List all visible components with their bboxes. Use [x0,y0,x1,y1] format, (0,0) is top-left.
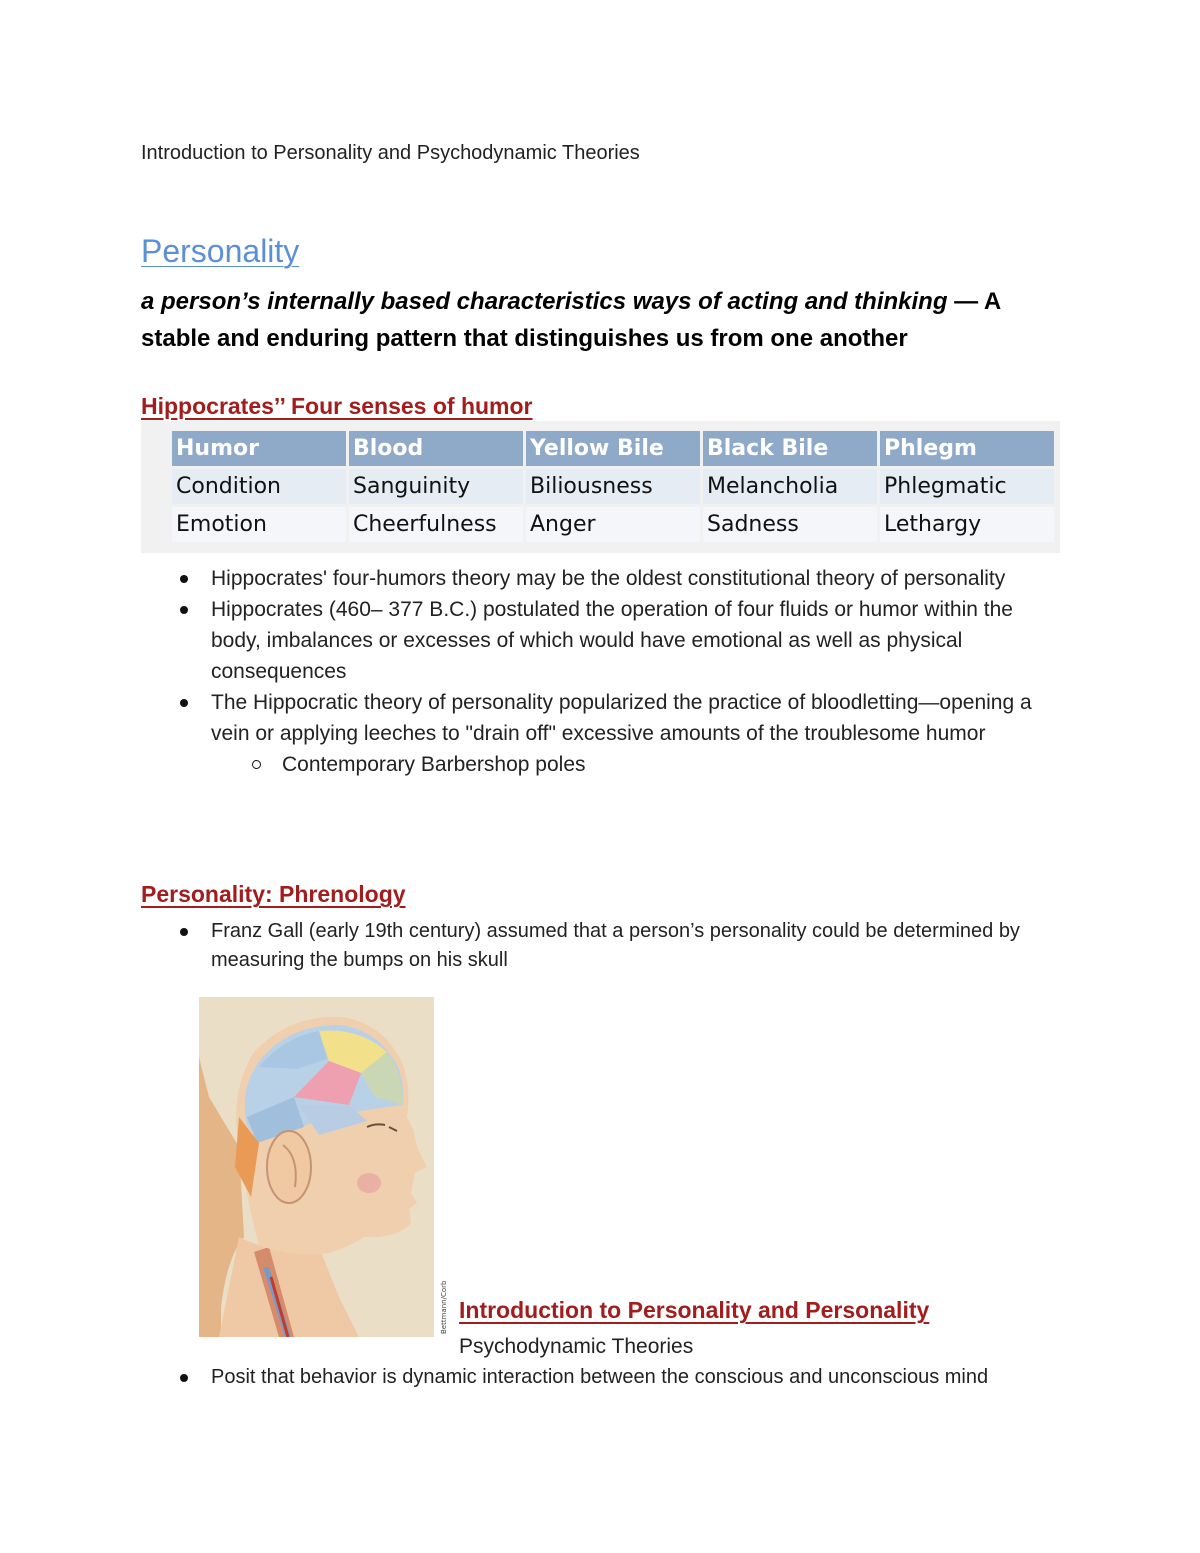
psychodynamic-bullet-list [141,1363,1081,1392]
table-header-cell: Yellow Bile [526,431,700,466]
list-item: Franz Gall (early 19th century) assumed that a person’s personality could be determined by measuring the bumps on his skull [141,917,1071,975]
phrenology-head-image [199,997,434,1337]
personality-definition [141,283,1071,357]
table-cell: Lethargy [880,507,1054,542]
definition-rest: — A stable and enduring pattern that distinguishes us from one another [141,288,1001,352]
bullet-dot-icon [180,928,188,936]
bullet-dot-icon [180,606,188,614]
table-header-cell: Phlegm [880,431,1054,466]
table-cell: Melancholia [703,469,877,504]
heading-psychodynamic: Introduction to Personality and Personality [459,1297,930,1323]
list-item: The Hippocratic theory of personality popularized the practice of bloodletting—opening a vein or applying leeches to "drain off" excessive amounts of the troublesome humor [141,687,1061,749]
humor-table [169,428,1057,545]
list-item: Posit that behavior is dynamic interaction between the conscious and unconscious mind [141,1363,1081,1392]
bullet-dot-icon [180,1374,188,1382]
table-cell: Sanguinity [349,469,523,504]
sub-list-item: Contemporary Barbershop poles [141,749,1061,780]
table-cell: Emotion [172,507,346,542]
bullet-dot-icon [180,699,188,707]
table-cell: Anger [526,507,700,542]
table-cell: Biliousness [526,469,700,504]
table-cell: Sadness [703,507,877,542]
list-item: Hippocrates (460– 377 B.C.) postulated the operation of four fluids or humor within the body, imbalances or excesses of which would have emotional as well as physical consequences [141,594,1061,687]
psychodynamic-label: Psychodynamic Theories [459,1335,694,1358]
table-header-cell: Blood [349,431,523,466]
humor-table-image [141,421,1060,553]
heading-personality: Personality [141,233,300,269]
table-cell: Phlegmatic [880,469,1054,504]
table-header-row [172,431,1054,466]
document-title: Introduction to Personality and Psychodynamic Theories [141,142,640,164]
phrenology-bullet-list [141,917,1071,975]
image-credit-text: Bettmann/Corbis [440,1280,448,1334]
table-row [172,507,1054,542]
table-cell: Cheerfulness [349,507,523,542]
bullet-circle-icon [252,760,261,769]
definition-italic: a person’s internally based characteristics ways of acting and thinking [141,288,948,315]
heading-four-humors: Hippocrates’’ Four senses of humor [141,393,533,419]
humor-bullet-list [141,563,1061,780]
table-row [172,469,1054,504]
table-cell: Condition [172,469,346,504]
table-header-cell: Humor [172,431,346,466]
image-credit [436,1280,450,1336]
heading-phrenology: Personality: Phrenology [141,881,406,907]
phrenology-head-illustration [199,997,434,1337]
table-header-cell: Black Bile [703,431,877,466]
list-item: Hippocrates' four-humors theory may be the oldest constitutional theory of personality [141,563,1061,594]
bullet-dot-icon [180,575,188,583]
